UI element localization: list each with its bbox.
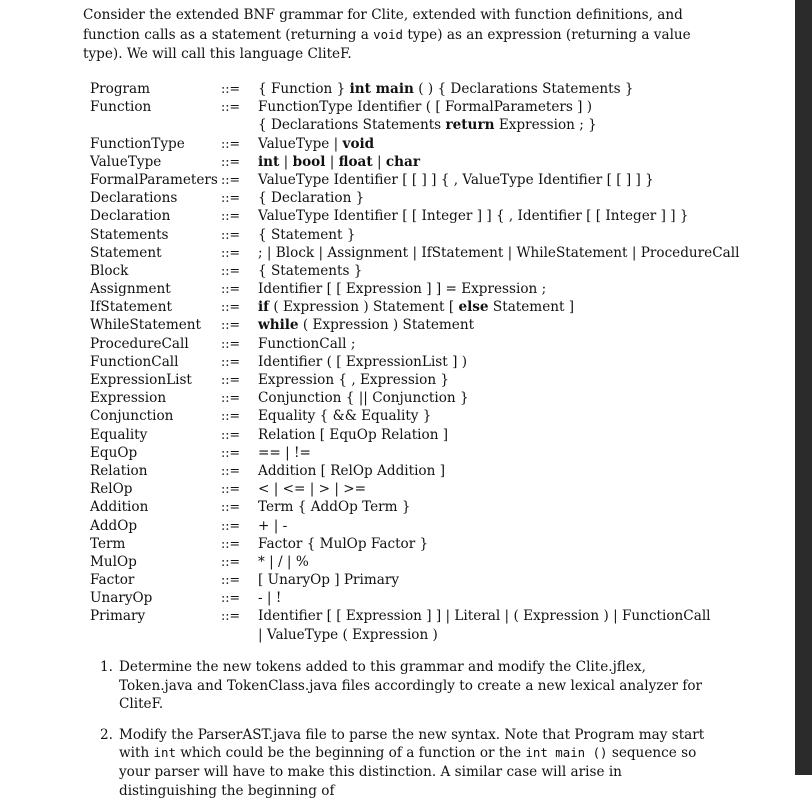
rule-lhs: Addition xyxy=(90,499,149,516)
rule-separator: ::= xyxy=(221,481,241,497)
grammar-rule xyxy=(90,462,730,480)
rhs-text: Identifier ( [ ExpressionList ] ) xyxy=(258,353,467,370)
rule-rhs xyxy=(258,480,366,498)
rule-separator: ::= xyxy=(221,171,241,187)
rule-separator: ::= xyxy=(221,335,241,351)
rhs-text: ValueType | xyxy=(258,135,343,152)
rhs-text: Term { AddOp Term } xyxy=(258,499,411,516)
rhs-text: FunctionType Identifier ( [ FormalParameters ] ) xyxy=(258,99,593,116)
keyword: if xyxy=(258,299,270,316)
rule-rhs xyxy=(258,207,689,225)
rule-separator: ::= xyxy=(221,262,241,278)
rule-separator: ::= xyxy=(221,208,241,224)
grammar-rule xyxy=(90,553,730,571)
grammar-rule xyxy=(90,335,730,353)
rule-separator: ::= xyxy=(221,462,241,478)
rule-lhs: Primary xyxy=(90,608,146,625)
rhs-text: Relation [ EquOp Relation ] xyxy=(258,426,449,443)
grammar-rule xyxy=(90,607,730,625)
rhs-text: - | ! xyxy=(258,590,282,607)
rule-separator: ::= xyxy=(221,244,241,260)
rule-rhs xyxy=(258,316,474,334)
rule-rhs xyxy=(258,498,411,516)
rule-lhs: Assignment xyxy=(90,281,171,298)
keyword: char xyxy=(385,153,421,170)
void-keyword: void xyxy=(373,27,403,42)
rule-rhs xyxy=(258,371,449,389)
rule-rhs xyxy=(258,244,739,262)
grammar-rule xyxy=(90,226,730,244)
rhs-text: Expression ; } xyxy=(494,117,597,134)
rule-lhs: WhileStatement xyxy=(90,317,202,334)
grammar-table xyxy=(90,80,740,644)
rhs-text: Statement ] xyxy=(488,299,575,316)
rule-separator: ::= xyxy=(221,517,241,533)
task-number: 1. xyxy=(100,659,113,675)
grammar-rule xyxy=(90,189,730,207)
rule-rhs xyxy=(258,298,574,316)
rule-lhs: Declarations xyxy=(90,190,178,207)
grammar-rule xyxy=(90,316,730,334)
rule-separator: ::= xyxy=(221,572,241,588)
grammar-rule xyxy=(90,426,730,444)
rhs-text: Identifier [ [ Expression ] ] = Expression ; xyxy=(258,281,547,298)
rule-rhs xyxy=(258,98,592,116)
rule-rhs xyxy=(258,426,448,444)
rhs-text: Factor { MulOp Factor } xyxy=(258,535,429,552)
rule-rhs xyxy=(258,262,362,280)
rule-lhs: Program xyxy=(90,81,151,97)
grammar-rule xyxy=(90,244,740,262)
grammar-rule xyxy=(90,262,730,280)
keyword: while xyxy=(258,317,299,334)
grammar-rule xyxy=(90,116,730,134)
task-text: Determine the new tokens added to this grammar and modify the Clite.jflex, Token.java and TokenClass.java files accordingly to create a new lexical analyzer for CliteF. xyxy=(119,659,703,713)
task-item-2 xyxy=(100,726,712,800)
rhs-text: { Function } xyxy=(258,81,350,97)
rule-separator: ::= xyxy=(221,590,241,606)
rhs-text: Addition [ RelOp Addition ] xyxy=(258,462,446,479)
grammar-rule xyxy=(90,498,730,516)
rhs-text: Identifier [ [ Expression ] ] | Literal | ( Expression ) | FunctionCall xyxy=(258,608,711,625)
rule-lhs: Term xyxy=(90,535,126,552)
rule-separator: ::= xyxy=(221,408,241,424)
grammar-rule xyxy=(90,535,730,553)
rule-separator: ::= xyxy=(221,317,241,333)
rule-lhs: ProcedureCall xyxy=(90,335,189,352)
rule-rhs xyxy=(258,280,546,298)
keyword: int main xyxy=(349,81,414,97)
code-int: int xyxy=(153,745,176,761)
intro-text-1: Consider the extended BNF grammar for Clite, extended with function definitions, and function calls as a statement (returning a xyxy=(83,7,683,43)
rule-rhs xyxy=(258,407,431,425)
rule-lhs: Equality xyxy=(90,426,148,443)
rhs-text: ( Expression ) Statement [ xyxy=(269,299,459,316)
rule-separator: ::= xyxy=(221,608,241,624)
rule-rhs xyxy=(258,553,309,571)
rule-rhs xyxy=(258,535,428,553)
rule-lhs: ExpressionList xyxy=(90,372,192,388)
rule-separator: ::= xyxy=(221,299,241,315)
grammar-rule xyxy=(90,98,730,116)
window-scrollbar[interactable] xyxy=(795,0,812,775)
task-number: 2. xyxy=(100,726,113,743)
keyword: void xyxy=(342,135,375,152)
rule-lhs: Relation xyxy=(90,462,148,479)
rule-rhs xyxy=(258,171,654,189)
rule-rhs xyxy=(258,444,311,462)
rule-rhs xyxy=(258,462,445,480)
rhs-text: | xyxy=(279,153,293,170)
grammar-rule xyxy=(90,407,730,425)
rule-lhs: Function xyxy=(90,99,152,116)
rule-lhs: IfStatement xyxy=(90,299,172,316)
rule-separator: ::= xyxy=(221,153,241,169)
rule-lhs: Statements xyxy=(90,226,169,243)
grammar-rule xyxy=(90,517,730,535)
rhs-text: { Statement } xyxy=(258,226,356,243)
grammar-rule xyxy=(90,280,730,298)
rule-rhs xyxy=(258,335,355,353)
rhs-text: ( ) { Declarations Statements } xyxy=(413,81,634,97)
keyword: bool xyxy=(292,153,326,170)
rule-lhs: EquOp xyxy=(90,444,138,461)
rule-rhs xyxy=(258,607,711,625)
keyword: int xyxy=(258,153,280,170)
grammar-rule xyxy=(90,389,730,407)
rule-separator: ::= xyxy=(221,353,241,369)
rhs-text: Conjunction { || Conjunction } xyxy=(258,390,469,407)
task-text: sequence so your parser will have to make this distinction. A similar case will arise in distinguishing the beginning of xyxy=(119,745,697,799)
rule-lhs: Conjunction xyxy=(90,408,174,425)
rule-rhs xyxy=(258,226,355,244)
rule-separator: ::= xyxy=(221,390,241,406)
keyword: else xyxy=(458,299,489,316)
grammar-rule xyxy=(90,298,730,316)
rule-lhs: RelOp xyxy=(90,481,133,498)
grammar-rule xyxy=(90,171,730,189)
rhs-text: { Declarations Statements xyxy=(258,117,446,134)
grammar-rule xyxy=(90,371,730,389)
task-item-1 xyxy=(100,658,712,714)
rule-lhs: AddOp xyxy=(90,517,138,534)
rhs-text: ( Expression ) Statement xyxy=(298,317,475,334)
rule-separator: ::= xyxy=(221,372,241,387)
rule-lhs: FunctionCall xyxy=(90,353,179,370)
rule-lhs: UnaryOp xyxy=(90,590,153,607)
rule-lhs: FunctionType xyxy=(90,135,185,152)
rhs-text: | xyxy=(325,153,339,170)
rule-rhs xyxy=(258,189,364,207)
rhs-text: { Declaration } xyxy=(258,190,365,207)
rhs-text: [ UnaryOp ] Primary xyxy=(258,572,400,589)
rule-rhs xyxy=(258,571,399,589)
rhs-text: == | != xyxy=(258,444,311,461)
keyword: float xyxy=(338,153,373,170)
rhs-text: | ValueType ( Expression ) xyxy=(258,626,438,643)
rhs-text: | xyxy=(372,153,386,170)
rule-lhs: Statement xyxy=(90,244,162,261)
grammar-rule xyxy=(90,571,730,589)
rhs-text: Expression { , Expression } xyxy=(258,372,450,388)
rule-rhs xyxy=(258,153,420,171)
rule-rhs xyxy=(258,135,374,153)
grammar-rule xyxy=(90,444,730,462)
rule-separator: ::= xyxy=(221,135,241,151)
rule-lhs: Factor xyxy=(90,572,135,589)
rule-separator: ::= xyxy=(221,444,241,460)
task-list xyxy=(100,658,712,812)
rule-separator: ::= xyxy=(221,190,241,206)
grammar-rule xyxy=(90,353,730,371)
rule-lhs: Block xyxy=(90,262,129,279)
rule-rhs xyxy=(258,389,469,407)
rule-lhs: ValueType xyxy=(90,153,162,170)
task-text: Modify the ParserAST.java file to parse the new syntax. Note that Program may start with xyxy=(119,726,705,762)
rule-separator: ::= xyxy=(221,81,241,96)
grammar-rule xyxy=(90,207,730,225)
rule-rhs xyxy=(258,80,634,98)
rule-lhs: MulOp xyxy=(90,553,137,570)
rhs-text: + | - xyxy=(258,517,288,534)
rule-separator: ::= xyxy=(221,535,241,551)
intro-text-2: type) as an expression (returning a value type). We will call this language CliteF. xyxy=(83,27,691,62)
rule-separator: ::= xyxy=(221,426,241,442)
grammar-rule xyxy=(90,153,730,171)
rhs-text: Equality { && Equality } xyxy=(258,408,432,425)
grammar-rule xyxy=(90,80,730,98)
rule-separator: ::= xyxy=(221,281,241,297)
rule-lhs: Expression xyxy=(90,390,167,407)
rhs-text: ValueType Identifier [ [ Integer ] ] { , Identifier [ [ Integer ] ] } xyxy=(258,208,689,225)
rule-rhs xyxy=(258,116,597,134)
rhs-text: < | <= | > | >= xyxy=(258,481,367,498)
rule-rhs xyxy=(258,589,281,607)
rule-rhs xyxy=(258,626,438,644)
keyword: return xyxy=(445,117,495,134)
task-text: which could be the beginning of a function or the xyxy=(175,745,526,762)
rhs-text: ValueType Identifier [ [ ] ] { , ValueType Identifier [ [ ] ] } xyxy=(258,171,654,188)
rhs-text: ; | Block | Assignment | IfStatement | WhileStatement | ProcedureCall xyxy=(258,244,740,261)
grammar-rule xyxy=(90,135,730,153)
grammar-rule xyxy=(90,480,730,498)
grammar-rule xyxy=(90,589,730,607)
rule-lhs: FormalParameters xyxy=(90,171,218,188)
rule-separator: ::= xyxy=(221,553,241,569)
intro-paragraph xyxy=(83,6,713,64)
code-int-main: int main () xyxy=(525,745,608,761)
grammar-rule xyxy=(90,626,730,644)
rhs-text: { Statements } xyxy=(258,262,363,279)
rhs-text: * | / | % xyxy=(258,553,309,570)
rule-lhs: Declaration xyxy=(90,208,171,225)
rule-separator: ::= xyxy=(221,499,241,515)
rhs-text: FunctionCall ; xyxy=(258,335,356,352)
rule-separator: ::= xyxy=(221,99,241,115)
rule-rhs xyxy=(258,353,467,371)
rule-rhs xyxy=(258,517,287,535)
rule-separator: ::= xyxy=(221,226,241,242)
